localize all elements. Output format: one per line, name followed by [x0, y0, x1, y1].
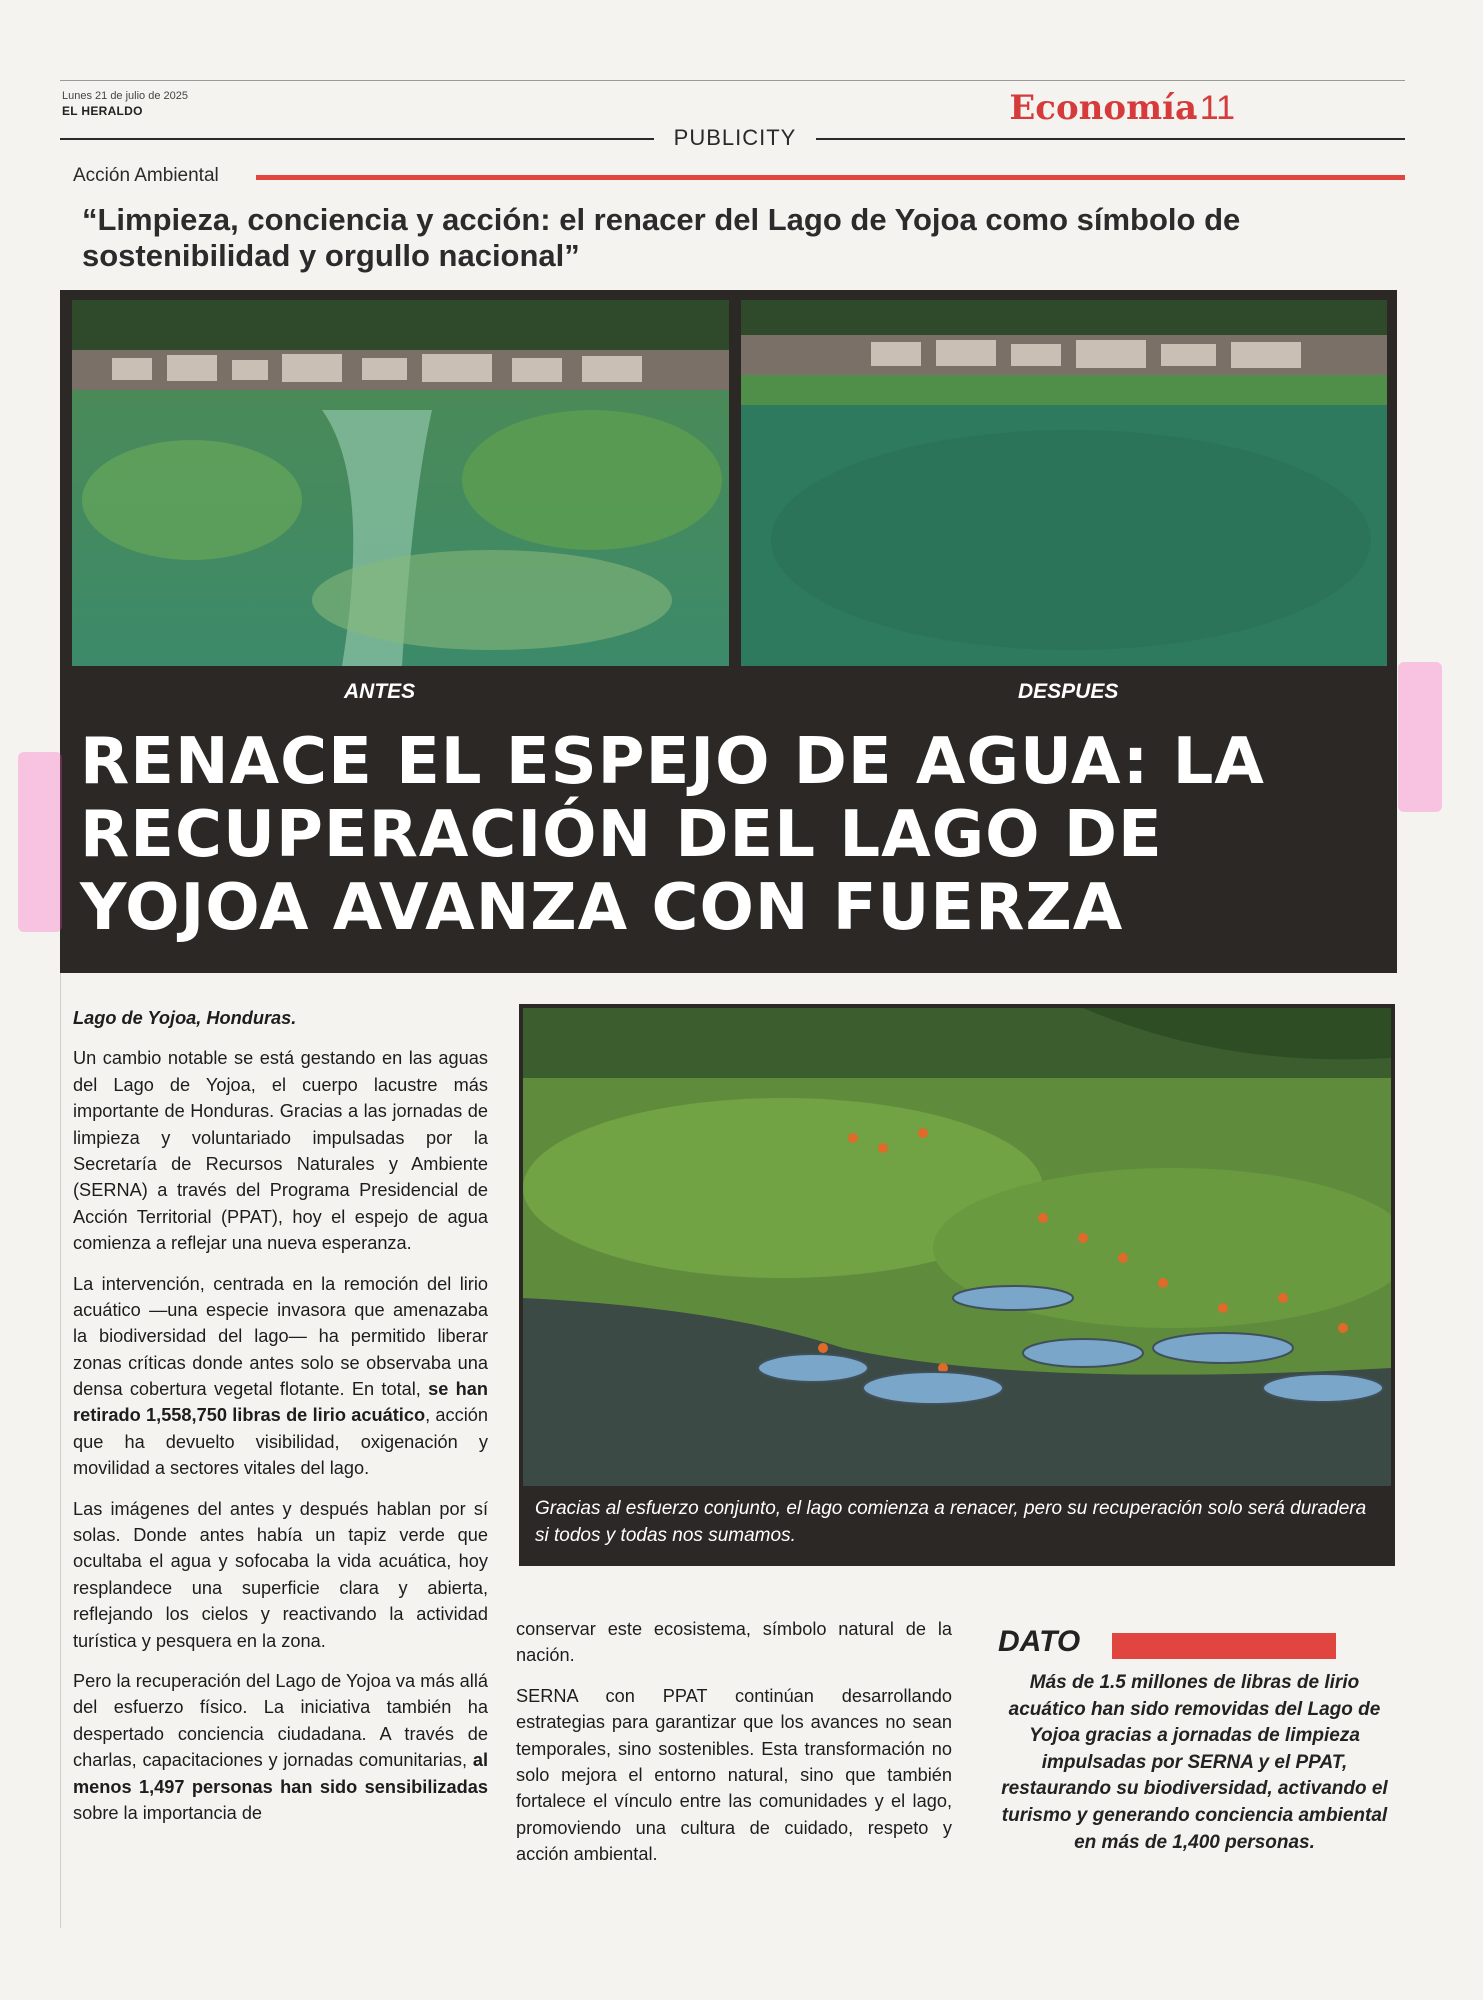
paper-name: EL HERALDO [62, 104, 143, 118]
article-column-1 [73, 1005, 488, 1840]
article-column-2 [516, 1616, 952, 1882]
before-label: ANTES [344, 680, 416, 703]
top-rule [60, 80, 1405, 81]
section-title: Economía [1009, 88, 1197, 128]
paragraph-2: La intervención, centrada en la remoción del lirio acuático —una especie invasora que amenazaba la biodiversidad del lago— ha permitido liberar zonas críticas donde antes solo se observaba una densa cobertura vegetal flotante. En total, se han retirado 1,558,750 libras de lirio acuático, acción que ha devuelto visibilidad, oxigenación y movilidad a sectores vitales del lago. [73, 1273, 488, 1479]
volunteers-photo-box [519, 1004, 1395, 1566]
dato-text: Más de 1.5 millones de libras de lirio acuático han sido removidas del Lago de Yojoa gracias a jornadas de limpieza impulsadas por SERNA y el PPAT, restaurando su biodiversidad, activando el turismo y generando conciencia ambiental en más de 1,400 personas. [1001, 1672, 1388, 1853]
paragraph-5: conservar este ecosistema, símbolo natural de la nación. [516, 1619, 952, 1666]
newspaper-page [60, 80, 1405, 1930]
category-red-rule [256, 175, 1405, 180]
after-label: DESPUES [1018, 680, 1119, 703]
left-column-rule [60, 973, 61, 1928]
paragraph-3: Las imágenes del antes y después hablan por sí solas. Donde antes había un tapiz verde que ocultaba el agua y sofocaba la vida acuática, hoy resplandece una superficie clara y abierta, reflejando los cielos y reactivando la actividad turística y pesquera en la zona. [73, 1498, 488, 1651]
page-number: .11 [1190, 89, 1235, 127]
publicity-label: PUBLICITY [673, 125, 797, 150]
photo-caption: Gracias al esfuerzo conjunto, el lago comienza a renacer, pero su recuperación solo será duradera si todos y todas nos sumamos. [535, 1498, 1367, 1546]
paragraph-6: SERNA con PPAT continúan desarrollando estrategias para garantizar que los avances no sean temporales, sino sostenibles. Esta transformación no solo mejora el entorno natural, sino que también fortalece el vínculo entre las comunidades y el lago, promoviendo una cultura de cuidado, respeto y acción ambiental. [516, 1685, 952, 1865]
main-headline: RENACE EL ESPEJO DE AGUA: LA RECUPERACIÓN DEL LAGO DE YOJOA AVANZA CON FUERZA [80, 725, 1265, 945]
dato-box [992, 1625, 1397, 1915]
volunteers-photo [523, 1008, 1391, 1486]
bold-stat-people: al menos 1,497 personas han sido sensibilizadas [73, 1750, 488, 1797]
publicity-rule-right [816, 138, 1405, 140]
highlighter-mark-right [1398, 662, 1442, 812]
pull-quote: “Limpieza, conciencia y acción: el renacer del Lago de Yojoa como símbolo de sostenibilidad y orgullo nacional” [82, 202, 1241, 273]
publicity-rule-left [60, 138, 654, 140]
hero-box [60, 290, 1397, 973]
after-photo [741, 300, 1387, 666]
dato-title: DATO [998, 1625, 1081, 1658]
category-label: Acción Ambiental [73, 165, 219, 186]
dato-red-bar [1112, 1633, 1336, 1659]
dateline: Lago de Yojoa, Honduras. [73, 1008, 297, 1028]
highlighter-mark-left [18, 752, 62, 932]
bold-stat-pounds: se han retirado 1,558,750 libras de lirio acuático [73, 1379, 488, 1426]
before-photo [72, 300, 729, 666]
paragraph-4: Pero la recuperación del Lago de Yojoa va más allá del esfuerzo físico. La iniciativa también ha despertado conciencia ciudadana. A través de charlas, capacitaciones y jornadas comunitarias, al menos 1,497 personas han sido sensibilizadas sobre la importancia de [73, 1670, 488, 1823]
issue-date: Lunes 21 de julio de 2025 [62, 90, 188, 102]
paragraph-1: Un cambio notable se está gestando en las aguas del Lago de Yojoa, el cuerpo lacustre más importante de Honduras. Gracias a las jornadas de limpieza y voluntariado impulsadas por la Secretaría de Recursos Naturales y Ambiente (SERNA) a través del Programa Presidencial de Acción Territorial (PPAT), hoy el espejo de agua comienza a reflejar una nueva esperanza. [73, 1048, 488, 1254]
